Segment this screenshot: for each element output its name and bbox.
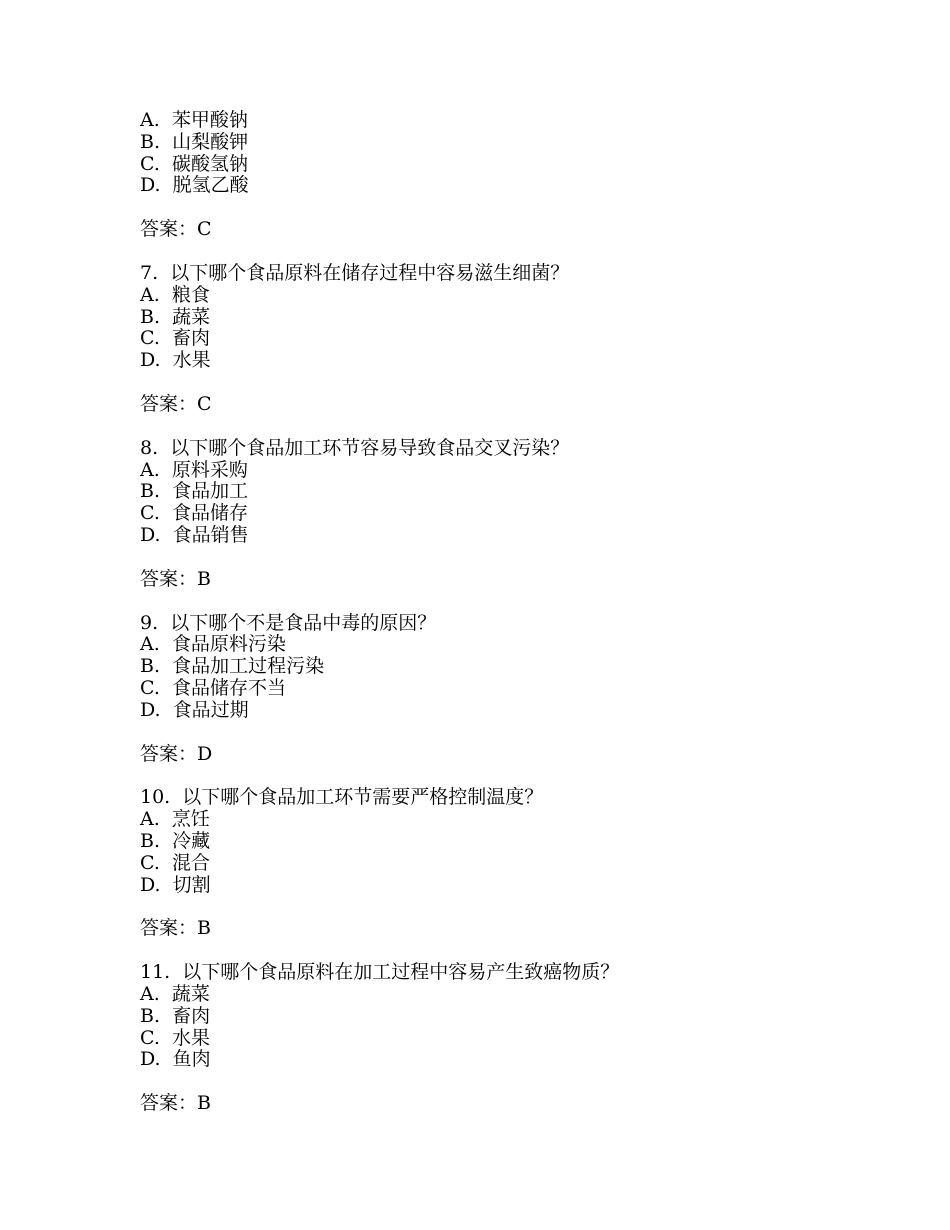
question-block-11 [140, 962, 900, 1115]
question-text: 8. 以下哪个食品加工环节容易导致食品交叉污染？ [140, 436, 570, 459]
question-block-6 [140, 110, 900, 263]
answer-line: 答案：B [140, 567, 211, 590]
option-b: B. 山梨酸钾 [140, 130, 249, 153]
spacer [140, 940, 900, 962]
option-d: D. 切割 [140, 873, 211, 896]
option-c: C. 混合 [140, 851, 210, 874]
option-d: D. 脱氢乙酸 [140, 174, 249, 197]
option-b: B. 食品加工过程污染 [140, 655, 325, 678]
option-d: D. 鱼肉 [140, 1048, 211, 1071]
spacer [140, 896, 900, 918]
option-a: A. 烹饪 [140, 808, 210, 831]
option-c: C. 碳酸氢钠 [140, 152, 248, 175]
option-a: A. 苯甲酸钠 [140, 109, 248, 131]
answer-line: 答案：D [140, 742, 213, 765]
question-block-7 [140, 263, 900, 438]
option-d: D. 水果 [140, 349, 211, 372]
option-a: A. 粮食 [140, 283, 210, 306]
answer-line: 答案：B [140, 917, 211, 940]
question-block-9 [140, 613, 900, 788]
option-a: A. 蔬菜 [140, 982, 210, 1005]
question-text: 11. 以下哪个食品原料在加工过程中容易产生致癌物质？ [140, 961, 620, 984]
spacer [140, 241, 900, 263]
spacer [140, 591, 900, 613]
question-block-10 [140, 787, 900, 962]
spacer [140, 372, 900, 394]
option-d: D. 食品销售 [140, 523, 249, 546]
spacer [140, 1071, 900, 1093]
spacer [140, 722, 900, 744]
spacer [140, 765, 900, 787]
option-b: B. 蔬菜 [140, 305, 211, 328]
option-b: B. 畜肉 [140, 1004, 211, 1027]
question-text: 10. 以下哪个食品加工环节需要严格控制温度？ [140, 786, 544, 809]
answer-line: 答案：C [140, 218, 212, 241]
option-b: B. 冷藏 [140, 829, 211, 852]
option-d: D. 食品过期 [140, 698, 249, 721]
option-c: C. 畜肉 [140, 327, 210, 350]
option-c: C. 食品储存 [140, 502, 248, 525]
document-page [140, 110, 900, 1115]
option-b: B. 食品加工 [140, 480, 249, 503]
spacer [140, 547, 900, 569]
option-c: C. 食品储存不当 [140, 676, 286, 699]
question-block-8 [140, 438, 900, 613]
question-text: 7. 以下哪个食品原料在储存过程中容易滋生细菌？ [140, 261, 570, 284]
spacer [140, 416, 900, 438]
option-a: A. 食品原料污染 [140, 633, 286, 656]
answer-line: 答案：C [140, 392, 212, 415]
option-c: C. 水果 [140, 1026, 210, 1049]
option-a: A. 原料采购 [140, 458, 248, 481]
spacer [140, 197, 900, 219]
answer-line: 答案：B [140, 1092, 211, 1115]
question-text: 9. 以下哪个不是食品中毒的原因？ [140, 611, 437, 634]
